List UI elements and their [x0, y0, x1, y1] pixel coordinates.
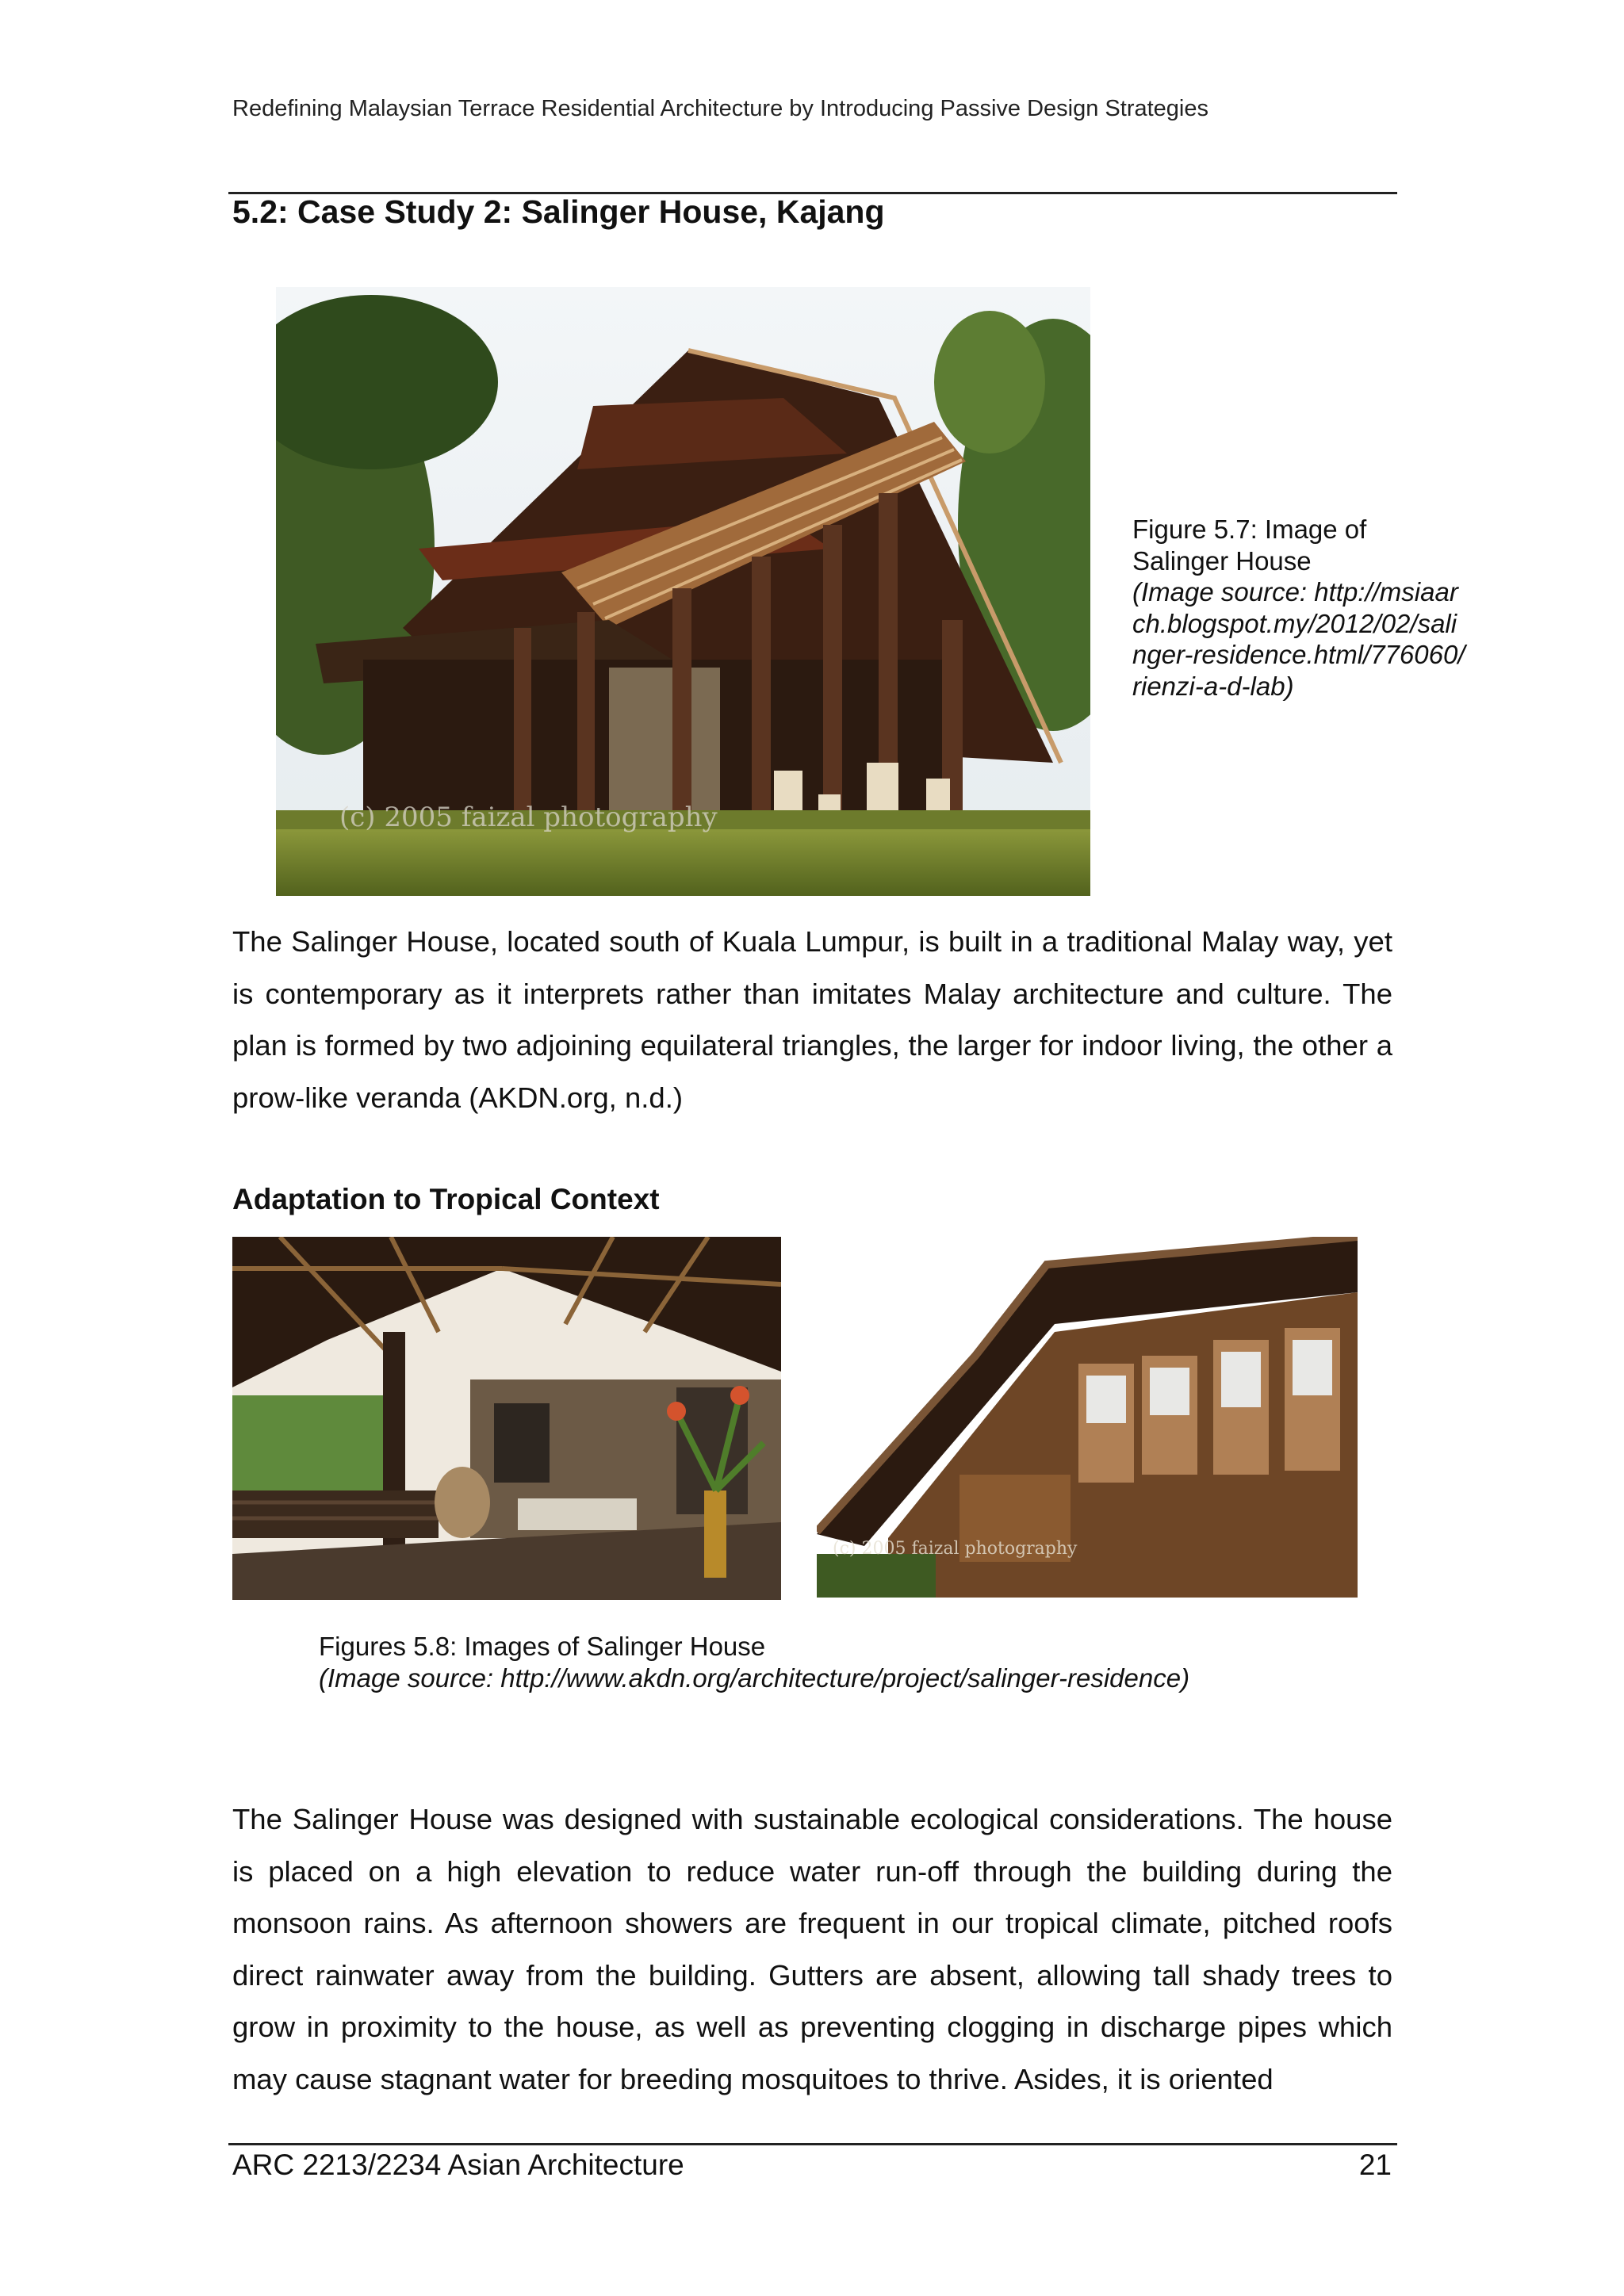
figure-caption-source: (Image source: http://www.akdn.org/architecture/project/salinger-residence): [319, 1663, 1190, 1693]
body-paragraph: The Salinger House was designed with sustainable ecological considerations. The house is placed on a high elevation to reduce water run-off through the building during the monsoon rains. As afternoon showers are frequent in our tropical climate, pitched roofs direct rainwater away from the building. Gutters are absent, allowing tall shady trees to grow in proximity to the house, as well as preventing clogging in discharge pipes which may cause stagnant water for breeding mosquitoes to thrive. Asides, it is oriented: [232, 1803, 1392, 2095]
photo-watermark: (c) 2005 faizal photography: [339, 802, 718, 833]
running-header: Redefining Malaysian Terrace Residential Architecture by Introducing Passive Design Strategies: [232, 96, 1208, 121]
figure-caption-title: Figure 5.7: Image of Salinger House: [1132, 515, 1367, 576]
figure-caption-source: (Image source: http://msiaarch.blogspot.my/2012/02/salinger-residence.html/776060/rienzi-a-d-lab): [1132, 577, 1465, 701]
photo-watermark: (c) 2005 faizal photography: [833, 1539, 1078, 1559]
salinger-house-exterior-photo: [276, 287, 1090, 896]
figure-5-8-caption: [319, 1631, 1350, 1693]
figure-5-7-caption: [1132, 514, 1465, 702]
roof-eaves-photo: [817, 1237, 1358, 1598]
footer-rule: [228, 2143, 1397, 2145]
intro-paragraph: The Salinger House, located south of Kuala Lumpur, is built in a traditional Malay way, yet is contemporary as it interprets rather than imitates Malay architecture and culture. The plan is formed by two adjoining equilateral triangles, the larger for indoor living, the other a prow-like veranda (AKDN.org, n.d.): [232, 925, 1392, 1114]
verandah-interior-photo: [232, 1237, 781, 1600]
subsection-heading: Adaptation to Tropical Context: [232, 1183, 660, 1215]
footer-course: ARC 2213/2234 Asian Architecture: [232, 2149, 684, 2181]
figure-caption-title: Figures 5.8: Images of Salinger House: [319, 1632, 766, 1661]
section-title: 5.2: Case Study 2: Salinger House, Kajang: [232, 193, 885, 230]
page-number: 21: [1358, 2149, 1392, 2181]
